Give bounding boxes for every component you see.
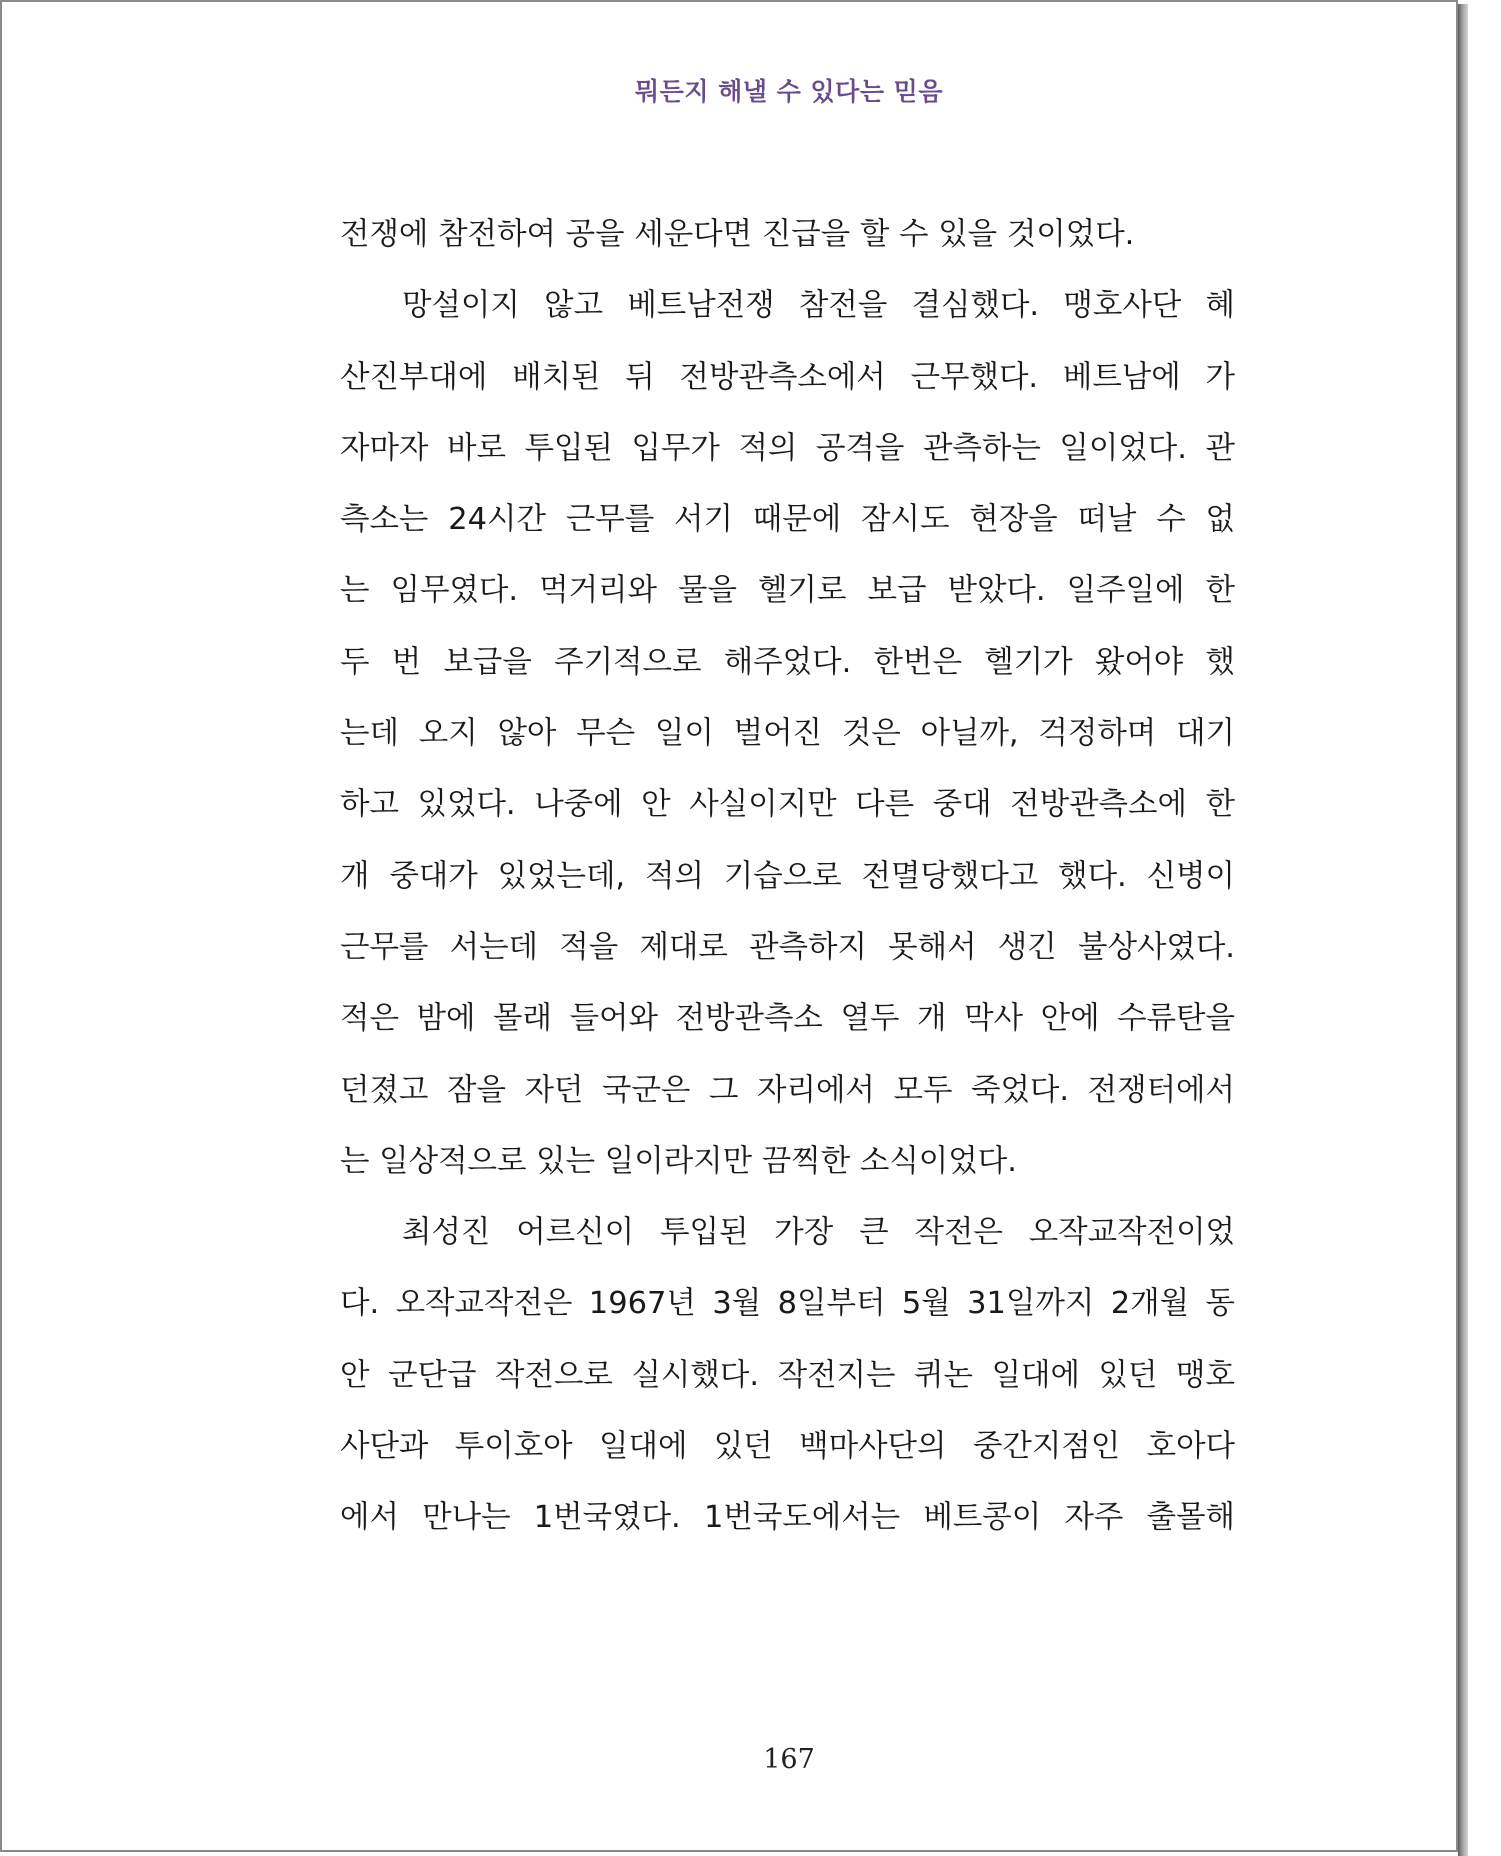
text-line: 두 번 보급을 주기적으로 해주었다. 한번은 헬기가 왔어야 했 [340,644,1235,680]
text-line: 하고 있었다. 나중에 안 사실이지만 다른 중대 전방관측소에 한 [340,787,1235,823]
page-number: 167 [763,1744,815,1775]
text-line: 산진부대에 배치된 뒤 전방관측소에서 근무했다. 베트남에 가 [340,359,1235,395]
text-line: 다. 오작교작전은 1967년 3월 8일부터 5월 31일까지 2개월 동 [340,1286,1235,1322]
text-line: 최성진 어르신이 투입된 가장 큰 작전은 오작교작전이었 [402,1215,1235,1251]
body-text [340,208,1235,1563]
text-line: 자마자 바로 투입된 입무가 적의 공격을 관측하는 일이었다. 관 [340,430,1235,466]
text-line: 던졌고 잠을 자던 국군은 그 자리에서 모두 죽었다. 전쟁터에서 [340,1072,1235,1108]
text-line: 전쟁에 참전하여 공을 세운다면 진급을 할 수 있을 것이었다. [340,217,1135,252]
text-line: 안 군단급 작전으로 실시했다. 작전지는 퀴논 일대에 있던 맹호 [340,1357,1235,1393]
text-line: 개 중대가 있었는데, 적의 기습으로 전멸당했다고 했다. 신병이 [340,858,1235,894]
running-header: 뭐든지 해낼 수 있다는 믿음 [635,77,943,106]
text-line: 근무를 서는데 적을 제대로 관측하지 못해서 생긴 불상사였다. [340,929,1235,965]
text-line: 적은 밤에 몰래 들어와 전방관측소 열두 개 막사 안에 수류탄을 [340,1001,1235,1037]
text-line: 측소는 24시간 근무를 서기 때문에 잠시도 현장을 떠날 수 없 [340,502,1235,538]
text-line: 망설이지 않고 베트남전쟁 참전을 결심했다. 맹호사단 혜 [402,288,1235,324]
page-edge-shadow [1458,4,1468,1856]
text-line: 는 일상적으로 있는 일이라지만 끔찍한 소식이었다. [340,1143,1017,1179]
text-line: 사단과 투이호아 일대에 있던 백마사단의 중간지점인 호아다 [340,1429,1235,1465]
text-line: 는데 오지 않아 무슨 일이 벌어진 것은 아닐까, 걱정하며 대기 [340,716,1235,752]
text-line: 에서 만나는 1번국였다. 1번국도에서는 베트콩이 자주 출몰해 [340,1500,1235,1536]
text-line: 는 임무였다. 먹거리와 물을 헬기로 보급 받았다. 일주일에 한 [340,573,1235,609]
